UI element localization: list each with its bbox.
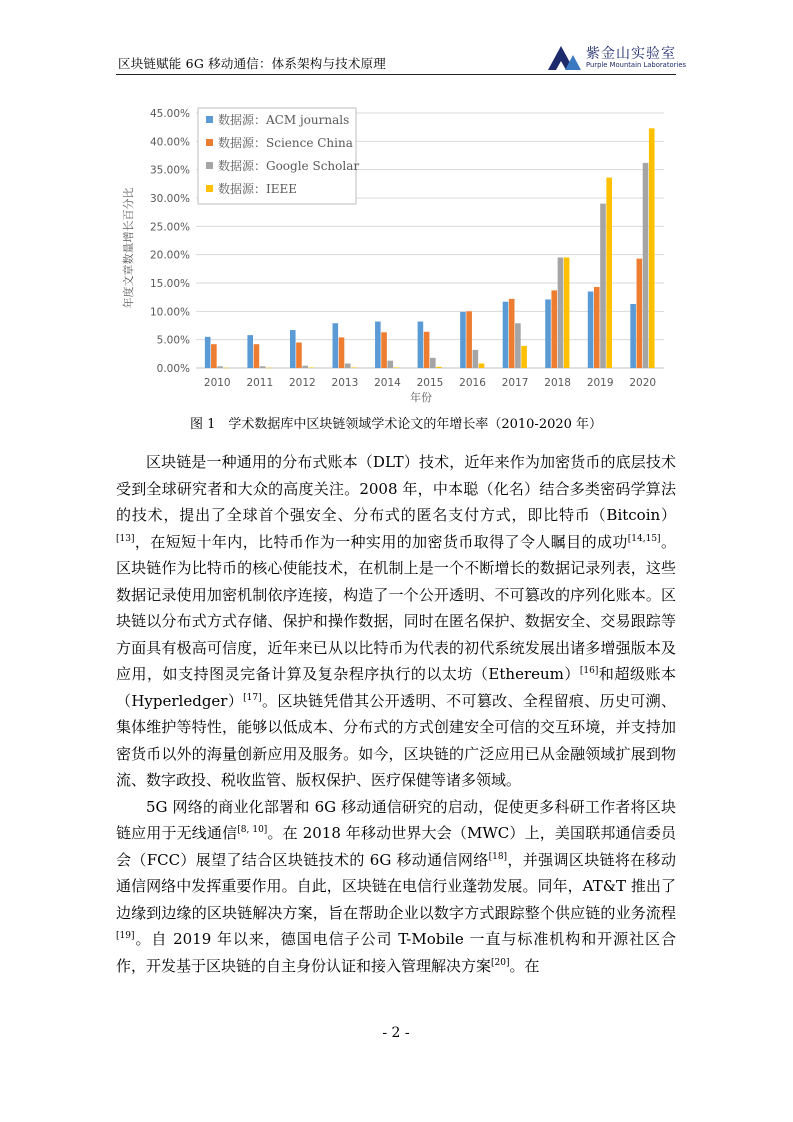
figure-caption: 图 1 学术数据库中区块链领域学术论文的年增长率（2010-2020 年） <box>189 417 603 432</box>
bar-google-scholar-2019 <box>600 204 606 368</box>
bar-ieee-2012 <box>309 367 315 368</box>
bar-science-china-2020 <box>637 259 643 368</box>
bar-science-china-2016 <box>466 311 472 368</box>
bar-google-scholar-2014 <box>387 361 393 368</box>
legend-label-ieee: 数据源：IEEE <box>218 182 298 196</box>
paragraph-text: 。自 2019 年以来，德国电信子公司 T-Mobile 一直与标准机构和开源社区合作，开发基于区块链的自主身份认证和接入管理解决方案 <box>116 930 676 975</box>
bar-ieee-2010 <box>223 368 229 369</box>
x-axis-ticks <box>204 377 656 389</box>
bar-science-china-2014 <box>381 332 387 368</box>
bar-ieee-2018 <box>564 258 570 369</box>
bar-acm-2016 <box>460 312 466 368</box>
bar-google-scholar-2010 <box>217 366 223 368</box>
bar-acm-2010 <box>205 337 211 368</box>
x-tick-label: 2014 <box>374 377 401 389</box>
bar-acm-2017 <box>503 302 509 368</box>
paragraph-text: ，在短短十年内，比特币作为一种实用的加密货币取得了令人瞩目的成功 <box>134 532 628 551</box>
y-axis-title: 年度文章数量增长百分比 <box>122 187 135 309</box>
paragraph-text: 区块链是一种通用的分布式账本（DLT）技术，近年来作为加密货币的底层技术受到全球研究者和大众的高度关注。2008 年，中本聪（化名）结合多类密码学算法的技术，提出了全球首个强安全、分布式的匿名支付方式，即比特币（Bitcoin） <box>116 453 676 524</box>
mountain-logo-icon <box>544 40 584 74</box>
legend-swatch-acm <box>206 116 213 123</box>
bar-ieee-2011 <box>266 368 272 369</box>
x-tick-label: 2020 <box>629 377 657 389</box>
lab-logo <box>544 40 687 74</box>
y-tick-label: 30.00% <box>149 193 190 205</box>
bar-acm-2019 <box>588 292 594 369</box>
x-tick-label: 2015 <box>416 377 444 389</box>
bar-ieee-2020 <box>649 128 655 368</box>
growth-chart <box>116 96 676 406</box>
citation: [17] <box>243 692 262 703</box>
bar-google-scholar-2012 <box>302 366 308 368</box>
bar-google-scholar-2015 <box>430 358 436 368</box>
bar-google-scholar-2020 <box>643 163 649 368</box>
bar-ieee-2014 <box>394 367 400 368</box>
bar-science-china-2013 <box>339 337 345 368</box>
citation: [20] <box>491 957 510 968</box>
logo-chinese-name: 紫金山实验室 <box>586 46 676 62</box>
bar-acm-2013 <box>333 323 339 368</box>
bar-google-scholar-2018 <box>558 258 564 369</box>
bar-acm-2014 <box>375 322 381 368</box>
paragraph-text: 。在 <box>509 956 540 975</box>
bar-science-china-2010 <box>211 344 217 368</box>
bar-google-scholar-2013 <box>345 363 351 368</box>
bar-google-scholar-2017 <box>515 323 521 368</box>
paragraph-text: 。区块链凭借其公开透明、不可篡改、全程留痕、历史可溯、集体维护等特性，能够以低成本、分布式的方式创建安全可信的交互环境，并支持加密货币以外的海量创新应用及服务。如今，区块链的广泛应用已从金融领域扩展到物流、数字政投、税收监管、版权保护、医疗保健等诸多领域。 <box>116 691 676 789</box>
citation: [14,15] <box>627 533 661 544</box>
bar-science-china-2011 <box>254 344 260 368</box>
paragraph-text: 。在 2018 年移动世界大会（MWC）上，美国联邦通信委员会（FCC）展望了结合区块链技术的 6G 移动通信网络 <box>116 824 676 869</box>
legend-swatch-ieee <box>206 185 213 192</box>
x-tick-label: 2010 <box>203 377 231 389</box>
legend-label-google-scholar: 数据源：Google Scholar <box>218 159 360 173</box>
paragraph-text: ，并强调区块链将在移动通信网络中发挥重要作用。自此，区块链在电信行业蓬勃发展。同年，AT&T 推出了边缘到边缘的区块链解决方案，旨在帮助企业以数字方式跟踪整个供应链的业务流程 <box>116 850 676 922</box>
bar-ieee-2016 <box>479 363 485 368</box>
paragraph-text: 。区块链作为比特币的核心使能技术，在机制上是一个不断增长的数据记录列表，这些数据记录使用加密机制依序连接，构造了一个公开透明、不可篡改的序列化账本。区块链以分布式方式存储、保护和操作数据，同时在匿名保护、数据安全、交易跟踪等方面具有极高可信度，近年来已从以比特币为代表的初代系统发展出诸多增强版本及应用，如支持图灵完备计算及复杂程序执行的以太坊（Ethereum） <box>116 532 676 683</box>
legend <box>198 108 359 204</box>
bar-ieee-2019 <box>606 178 612 368</box>
bar-ieee-2017 <box>521 346 527 368</box>
header-rule <box>116 74 676 75</box>
x-tick-label: 2018 <box>544 377 572 389</box>
bar-science-china-2017 <box>509 299 515 368</box>
bar-google-scholar-2011 <box>260 366 266 368</box>
paragraph-text: 和超级账本（Hyperledger） <box>116 665 676 710</box>
paragraph-1 <box>116 449 676 794</box>
bar-acm-2020 <box>630 304 636 368</box>
citation: [8, 10] <box>237 825 268 835</box>
x-axis-title: 年份 <box>410 391 432 404</box>
logo-english-name: Purple Mountain Laboratories <box>586 61 687 69</box>
y-tick-label: 20.00% <box>149 249 190 262</box>
bar-science-china-2019 <box>594 287 600 368</box>
y-tick-label: 25.00% <box>149 221 190 234</box>
bar-acm-2018 <box>545 299 551 368</box>
x-tick-label: 2012 <box>288 377 316 389</box>
x-tick-label: 2017 <box>501 377 529 389</box>
bar-science-china-2012 <box>296 343 302 369</box>
x-tick-label: 2011 <box>246 377 274 389</box>
y-tick-label: 35.00% <box>149 164 190 177</box>
x-tick-label: 2019 <box>586 377 614 389</box>
y-tick-label: 40.00% <box>149 136 190 149</box>
legend-label-science-china: 数据源：Science China <box>218 136 353 150</box>
legend-swatch-science-china <box>206 139 213 146</box>
bar-ieee-2013 <box>351 367 357 368</box>
bar-science-china-2018 <box>551 290 557 368</box>
bar-acm-2015 <box>418 322 424 368</box>
bar-acm-2011 <box>247 335 253 368</box>
citation: [13] <box>116 533 135 544</box>
running-title: 区块链赋能 6G 移动通信：体系架构与技术原理 <box>118 56 386 71</box>
bar-ieee-2015 <box>436 367 442 368</box>
paragraph-text: 5G 网络的商业化部署和 6G 移动通信研究的启动，促使更多科研工作者将区块链应用于无线通信 <box>116 797 676 842</box>
y-tick-label: 5.00% <box>156 334 190 347</box>
page-number: - 2 - <box>382 1025 410 1041</box>
citation: [16] <box>579 666 599 676</box>
page-header <box>116 40 687 74</box>
citation: [18] <box>488 851 508 862</box>
y-tick-label: 15.00% <box>149 278 190 290</box>
y-axis-ticks <box>150 108 190 375</box>
x-tick-label: 2013 <box>331 377 359 389</box>
legend-label-acm: 数据源：ACM journals <box>218 113 350 127</box>
body-text <box>116 449 676 979</box>
bar-acm-2012 <box>290 330 296 368</box>
legend-swatch-google-scholar <box>206 162 213 169</box>
bar-science-china-2015 <box>424 332 430 368</box>
x-tick-label: 2016 <box>459 377 486 389</box>
bar-chart-svg <box>116 96 676 406</box>
y-tick-label: 10.00% <box>149 306 190 319</box>
citation: [19] <box>116 931 135 941</box>
paragraph-2 <box>116 794 676 980</box>
bar-google-scholar-2016 <box>473 350 479 368</box>
y-tick-label: 45.00% <box>149 108 190 120</box>
y-tick-label: 0.00% <box>156 363 190 375</box>
